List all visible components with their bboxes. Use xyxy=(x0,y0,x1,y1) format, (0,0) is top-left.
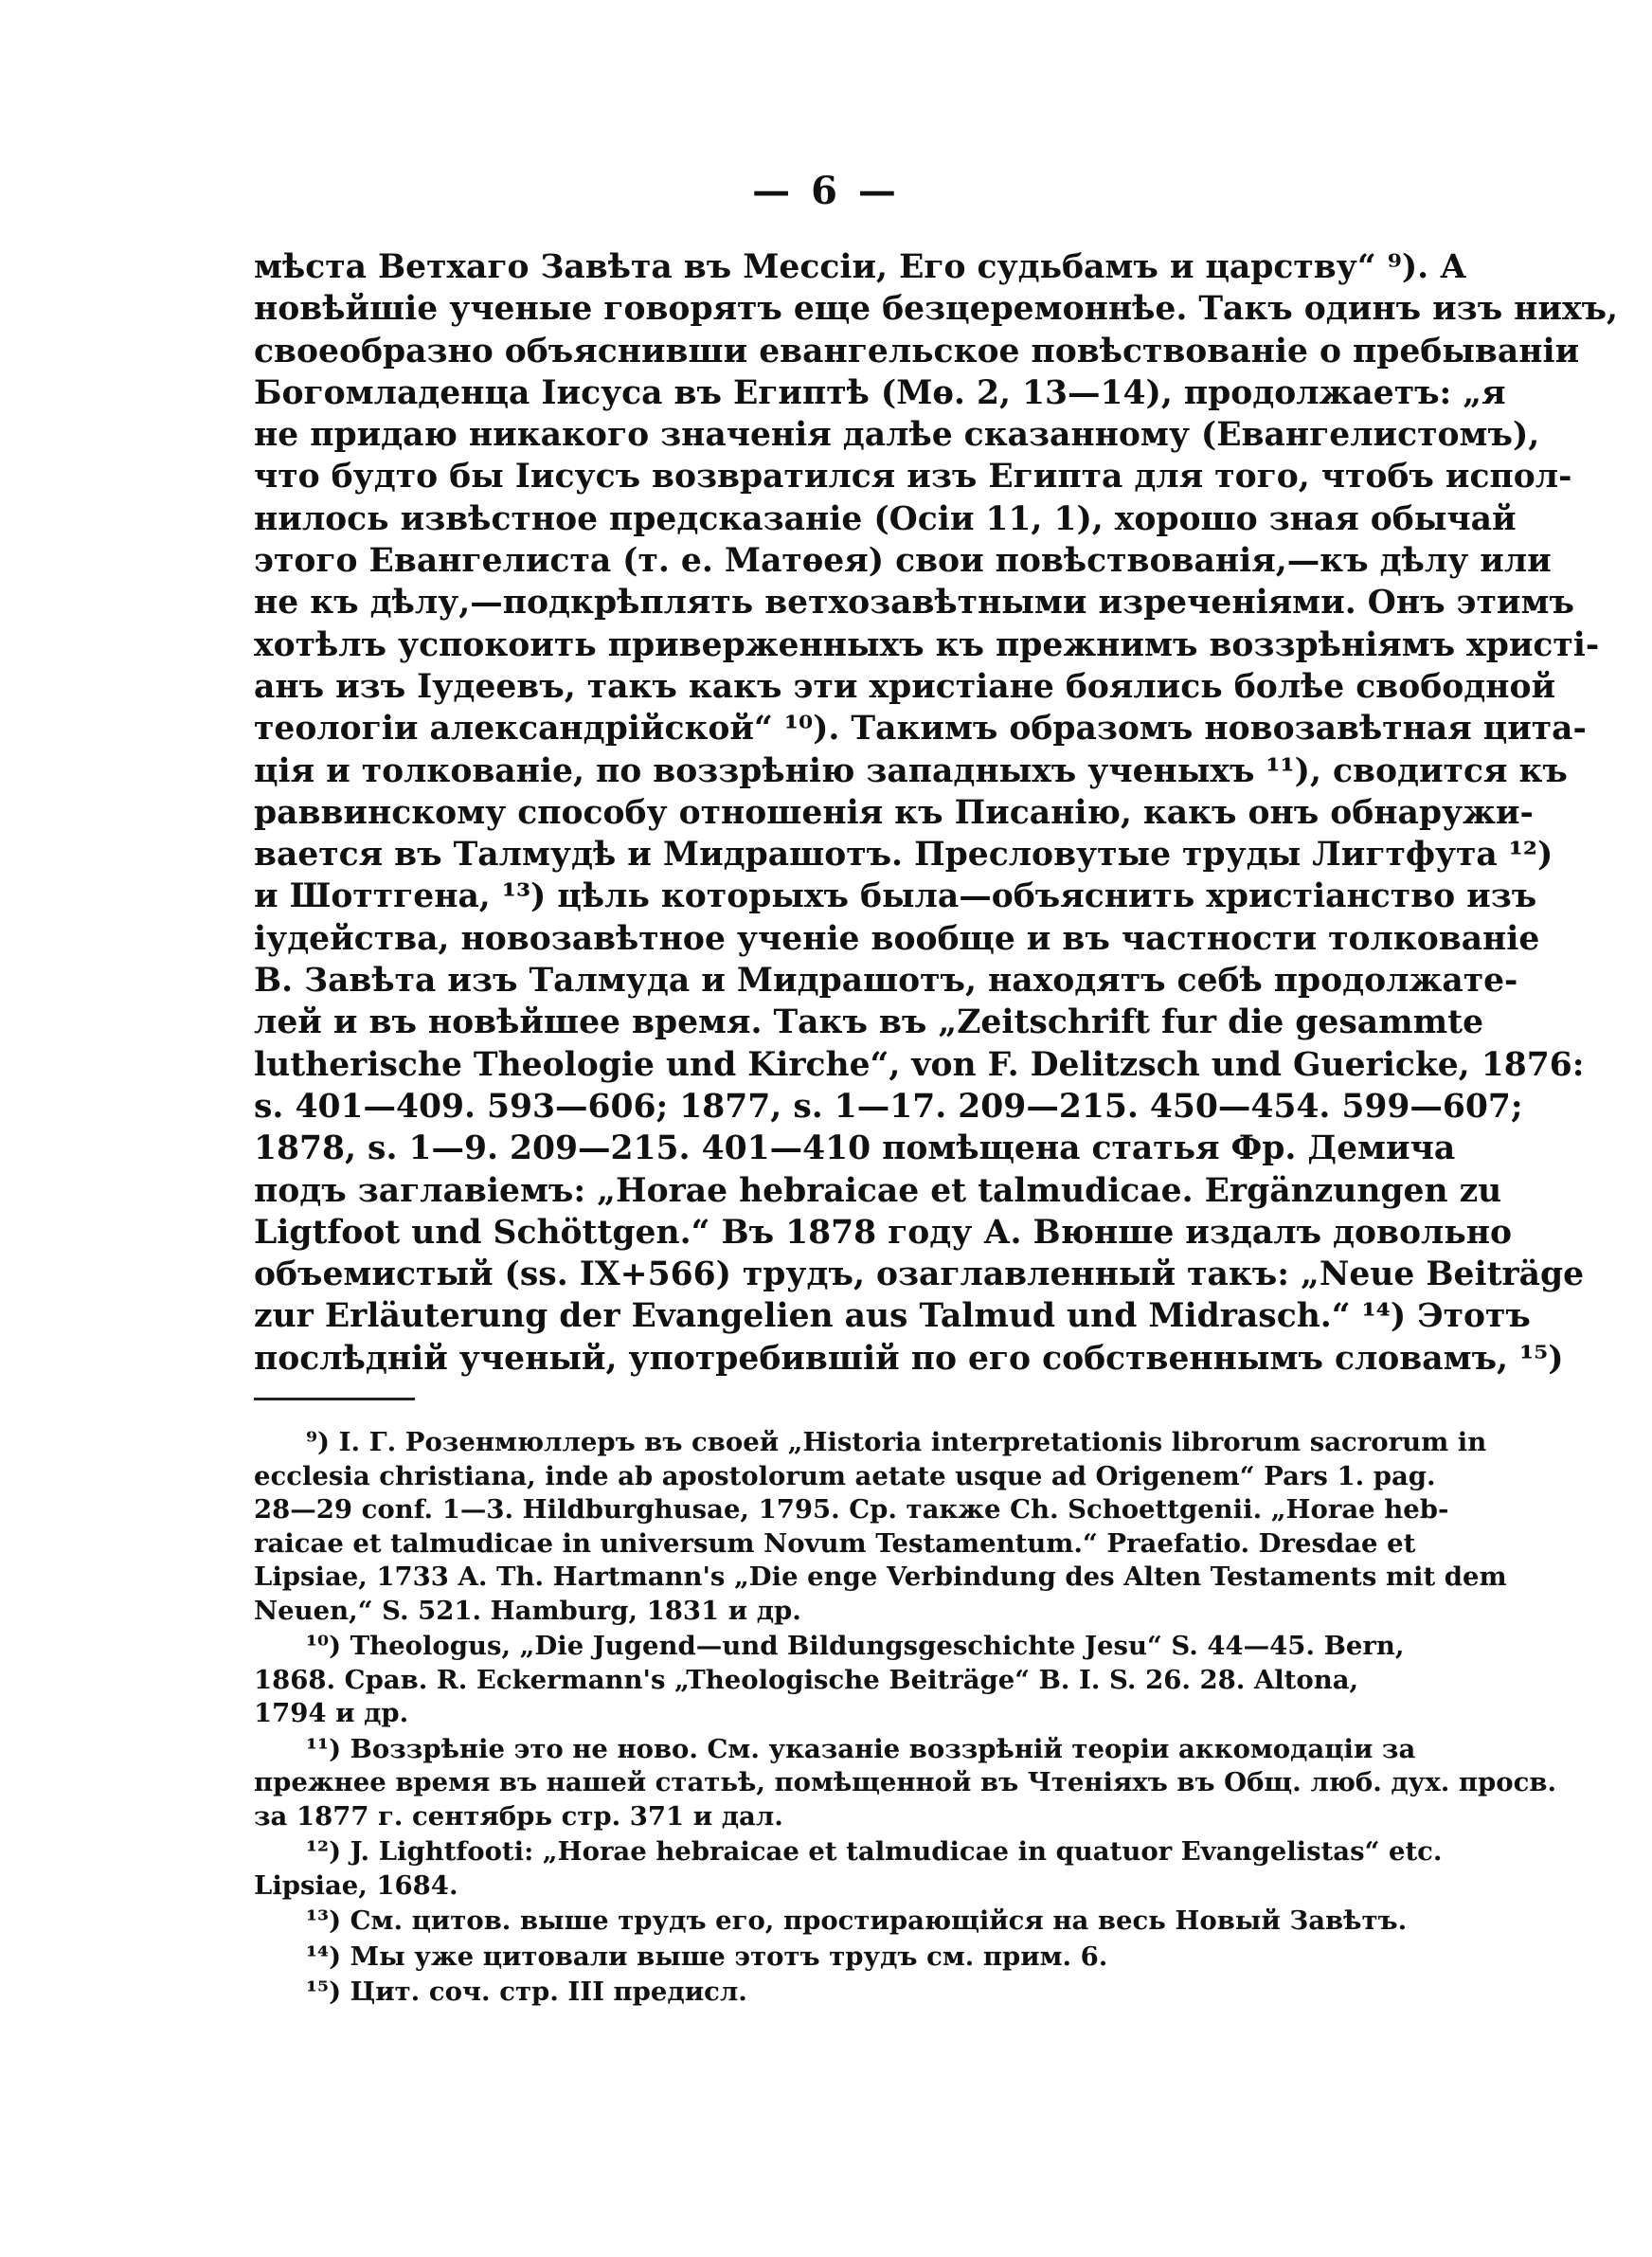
footnote-line: ¹⁰) Theologus, „Die Jugend—und Bildungsgeschichte Jesu“ S. 44—45. Bern, xyxy=(306,1631,1405,1661)
footnote-line: ⁹) I. Г. Розенмюллеръ въ своей „Historia interpretationis librorum sacrorum in xyxy=(306,1427,1487,1457)
footnote-line: ¹¹) Воззрѣніе это не ново. См. указаніе воззрѣній теоріи аккомодаціи за xyxy=(306,1733,1416,1764)
main-text xyxy=(254,246,1619,1380)
text-line: что будто бы Іисусъ возвратился изъ Египта для того, чтобъ испол- xyxy=(254,458,1572,497)
footnote xyxy=(254,1835,1443,1903)
text-line: Ligtfoot und Schöttgen.“ Въ 1878 году А. Вюнше издалъ довольно xyxy=(254,1213,1513,1252)
text-line: и Шоттгена, ¹³) цѣль которыхъ была—объяснить христіанство изъ xyxy=(254,877,1537,916)
footnote-line: 1794 и др. xyxy=(254,1698,409,1728)
footnote-line: raicae et talmudicae in universum Novum Testamentum.“ Praefatio. Dresdae et xyxy=(254,1527,1416,1559)
text-line: s. 401—409. 593—606; 1877, s. 1—17. 209—215. 450—454. 599—607; xyxy=(254,1087,1523,1126)
text-line: своеобразно объяснивши евангельское повѣствованіе о пребываніи xyxy=(254,332,1580,370)
page-number: — 6 — xyxy=(752,169,900,213)
footnote-line: ¹²) J. Lightfooti: „Horae hebraicae et talmudicae in quatuor Evangelistas“ etc. xyxy=(306,1836,1443,1867)
text-line: подъ заглавіемъ: „Horae hebraicae et talmudicae. Ergänzungen zu xyxy=(254,1171,1502,1210)
text-line: лей и въ новѣйшее время. Такъ въ „Zeitschrift fur die gesammte xyxy=(254,1003,1484,1042)
text-line: вается въ Талмудѣ и Мидрашотъ. Пресловутые труды Лигтфута ¹²) xyxy=(254,836,1553,875)
footnote xyxy=(254,1976,1356,2010)
text-line: теологіи александрійской“ ¹⁰). Такимъ образомъ новозавѣтная цита- xyxy=(254,710,1587,749)
footnote-line: Lipsiae, 1684. xyxy=(254,1869,458,1901)
text-line: объемистый (ss. IX+566) трудъ, озаглавленный такъ: „Neue Beiträge xyxy=(254,1255,1585,1294)
text-line: ція и толкованіе, по воззрѣнію западныхъ ученыхъ ¹¹), сводится къ xyxy=(254,751,1568,790)
text-line: 1878, s. 1—9. 209—215. 401—410 помѣщена статья Фр. Демича xyxy=(254,1129,1456,1168)
footnote-line: 1868. Срав. R. Eckermann's „Theologische Beiträge“ B. I. S. 26. 28. Altona, xyxy=(254,1664,1359,1695)
footnote xyxy=(254,1426,1507,1628)
text-line: новѣйшіе ученые говорятъ еще безцеремоннѣе. Такъ одинъ изъ нихъ, xyxy=(254,290,1619,329)
text-line: мѣста Ветхаго Завѣта въ Мессіи, Его судьбамъ и царству“ ⁹). А xyxy=(254,248,1467,286)
text-line: lutherische Theologie und Kirche“, von F. Delitzsch und Guericke, 1876: xyxy=(254,1045,1585,1084)
footnote-line: ¹⁴) Мы уже цитовали выше этотъ трудъ см. прим. 6. xyxy=(306,1941,1108,1972)
footnote-line: ¹⁵) Цит. соч. стр. III предисл. xyxy=(306,1977,747,2007)
footnote-line: Neuen,“ S. 521. Hamburg, 1831 и др. xyxy=(254,1595,801,1626)
footnote xyxy=(254,1905,1408,1939)
footnote-line: за 1877 г. сентябрь стр. 371 и дал. xyxy=(254,1800,783,1832)
footnote-line: Lipsiae, 1733 A. Th. Hartmann's „Die enge Verbindung des Alten Testaments mit dem xyxy=(254,1562,1507,1592)
text-line: не къ дѣлу,—подкрѣплять ветхозавѣтными изреченіями. Онъ этимъ xyxy=(254,584,1574,623)
text-line: раввинскому способу отношенія къ Писанію, какъ онъ обнаружи- xyxy=(254,793,1534,832)
footnote xyxy=(254,1733,1557,1834)
footnotes xyxy=(254,1426,1557,2012)
text-line: іудейства, новозавѣтное ученіе вообще и въ частности толкованіе xyxy=(254,919,1540,958)
footnote-line: ¹³) См. цитов. выше трудъ его, простирающійся на весь Новый Завѣтъ. xyxy=(306,1905,1408,1936)
footnote xyxy=(254,1941,1356,1975)
text-line: zur Erläuterung der Evangelien aus Talmud und Midrasch.“ ¹⁴) Этотъ xyxy=(254,1297,1531,1336)
footnote-line: ecclesia christiana, inde ab apostolorum aetate usque ad Origenem“ Pars 1. pag. xyxy=(254,1460,1436,1491)
text-line: этого Евангелиста (т. е. Матѳея) свои повѣствованія,—къ дѣлу или xyxy=(254,542,1552,581)
text-line: послѣдній ученый, употребившій по его собственнымъ словамъ, ¹⁵) xyxy=(254,1339,1564,1378)
footnote-line: 28—29 conf. 1—3. Hildburghusae, 1795. Ср. также Ch. Schoettgenii. „Horae heb- xyxy=(254,1494,1449,1525)
footnote-line: прежнее время въ нашей статьѣ, помѣщенной въ Чтеніяхъ въ Общ. люб. дух. просв. xyxy=(254,1767,1557,1797)
footnote-divider xyxy=(254,1398,415,1400)
text-line: В. Завѣта изъ Талмуда и Мидрашотъ, находятъ себѣ продолжате- xyxy=(254,962,1518,1001)
text-line: Богомладенца Іисуса въ Египтѣ (Мѳ. 2, 13—14), продолжаетъ: „я xyxy=(254,373,1506,412)
text-line: хотѣлъ успокоить приверженныхъ къ прежнимъ воззрѣніямъ христі- xyxy=(254,625,1600,664)
text-line: анъ изъ Іудеевъ, такъ какъ эти христіане боялись болѣе свободной xyxy=(254,667,1556,706)
text-line: не придаю никакого значенія далѣе сказанному (Евангелистомъ), xyxy=(254,416,1540,455)
text-line: нилось извѣстное предсказаніе (Осіи 11, 1), хорошо зная обычай xyxy=(254,499,1517,538)
footnote xyxy=(254,1630,1405,1731)
